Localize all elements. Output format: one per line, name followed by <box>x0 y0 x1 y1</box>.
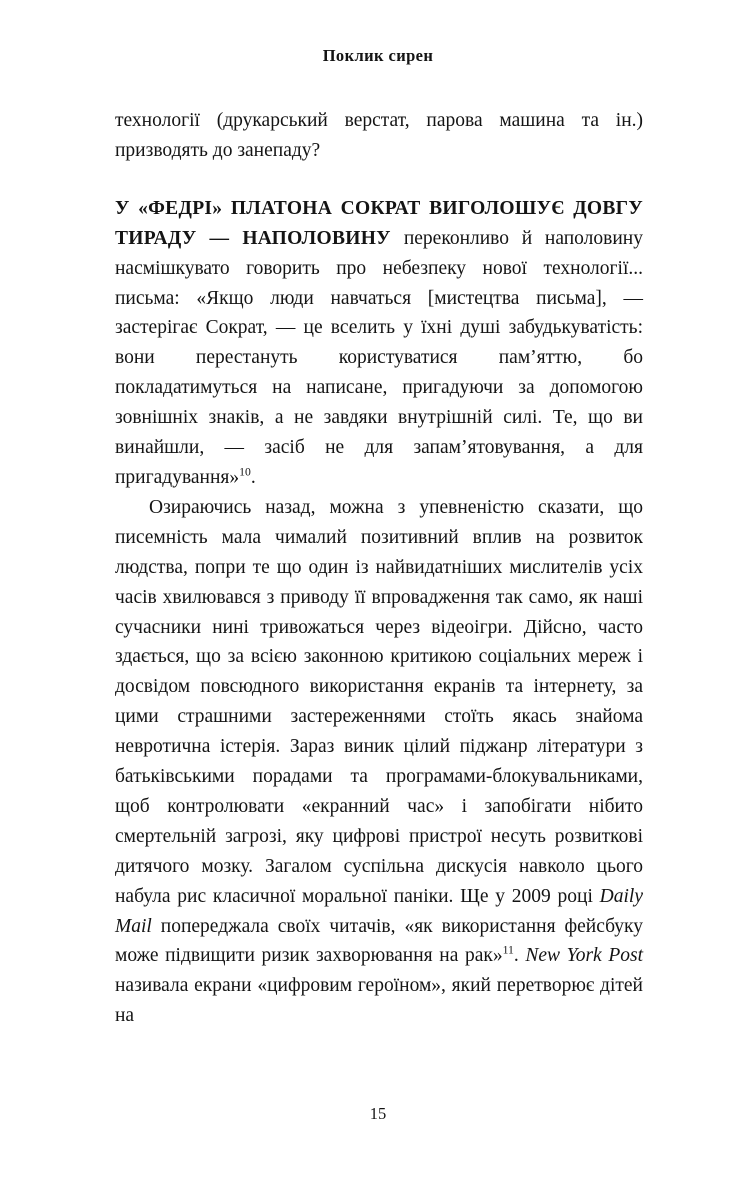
text-run: У «ФЕДРІ» ПЛАТОНА СОКРАТ ВИГОЛОШУЄ ДОВГУ ТИРАДУ — НАПОЛОВИНУ <box>115 197 643 249</box>
paragraph <box>115 106 643 166</box>
text-run: Озираючись назад, можна з упевненістю сказати, що писемність мала чималий позитивний вплив на розвиток людства, попри те що один із найвидатніших мислителів усіх часів хвилювався з приводу її впровадження так само, як наші сучасники нині тривожаться через відеоігри. Дійсно, часто здається, що за всією законною критикою соціальних мереж і досвідом повсюдного використання екранів та інтернету, за цими страшними застереженнями стоїть якась знайома невротична істерія. Зараз виник цілий піджанр літератури з батьківськими порадами та програмами-блокувальниками, щоб контролювати «екранний час» і запобігати нібито смертельній загрозі, яку цифрові пристрої несуть розвиткові дитячого мозку. Загалом суспільна дискусія навколо цього набула рис класичної моральної паніки. Ще у 2009 році <box>115 496 643 907</box>
page-number: 15 <box>369 1104 387 1123</box>
text-run: технології (друкарський верстат, парова машина та ін.) призводять до занепаду? <box>115 110 643 161</box>
text-run: попереджала своїх читачів, «як використання фейсбуку може підвищити ризик захворювання на рак» <box>115 915 643 967</box>
text-run: Daily Mail <box>115 885 643 937</box>
text-run: переконливо й наполовину насмішкувато говорить про небезпеку нової технології... письма: «Якщо люди навчаться [мистецтва письма], — застерігає Сократ, — це вселить у їхні душі забудькуватість: вони перестануть користуватися пам’яттю, бо покладатимуться на написане, пригадуючи за допомогою зовнішніх знаків, а не завдяки внутрішній силі. Те, що ви винайшли, — засіб не для запам’ятовування, а для пригадування» <box>115 227 643 488</box>
footnote-reference: 11 <box>502 943 514 957</box>
body-text <box>115 106 643 1031</box>
text-run: . <box>513 945 526 967</box>
footnote-reference: 10 <box>239 465 251 479</box>
text-run: New York Post <box>525 945 643 967</box>
text-run: . <box>250 466 256 488</box>
text-run: називала екрани «цифровим героїном», який перетворює дітей на <box>115 975 643 1027</box>
paragraph <box>115 493 643 1031</box>
paragraph <box>115 194 643 493</box>
running-header: Поклик сирен <box>322 46 434 65</box>
